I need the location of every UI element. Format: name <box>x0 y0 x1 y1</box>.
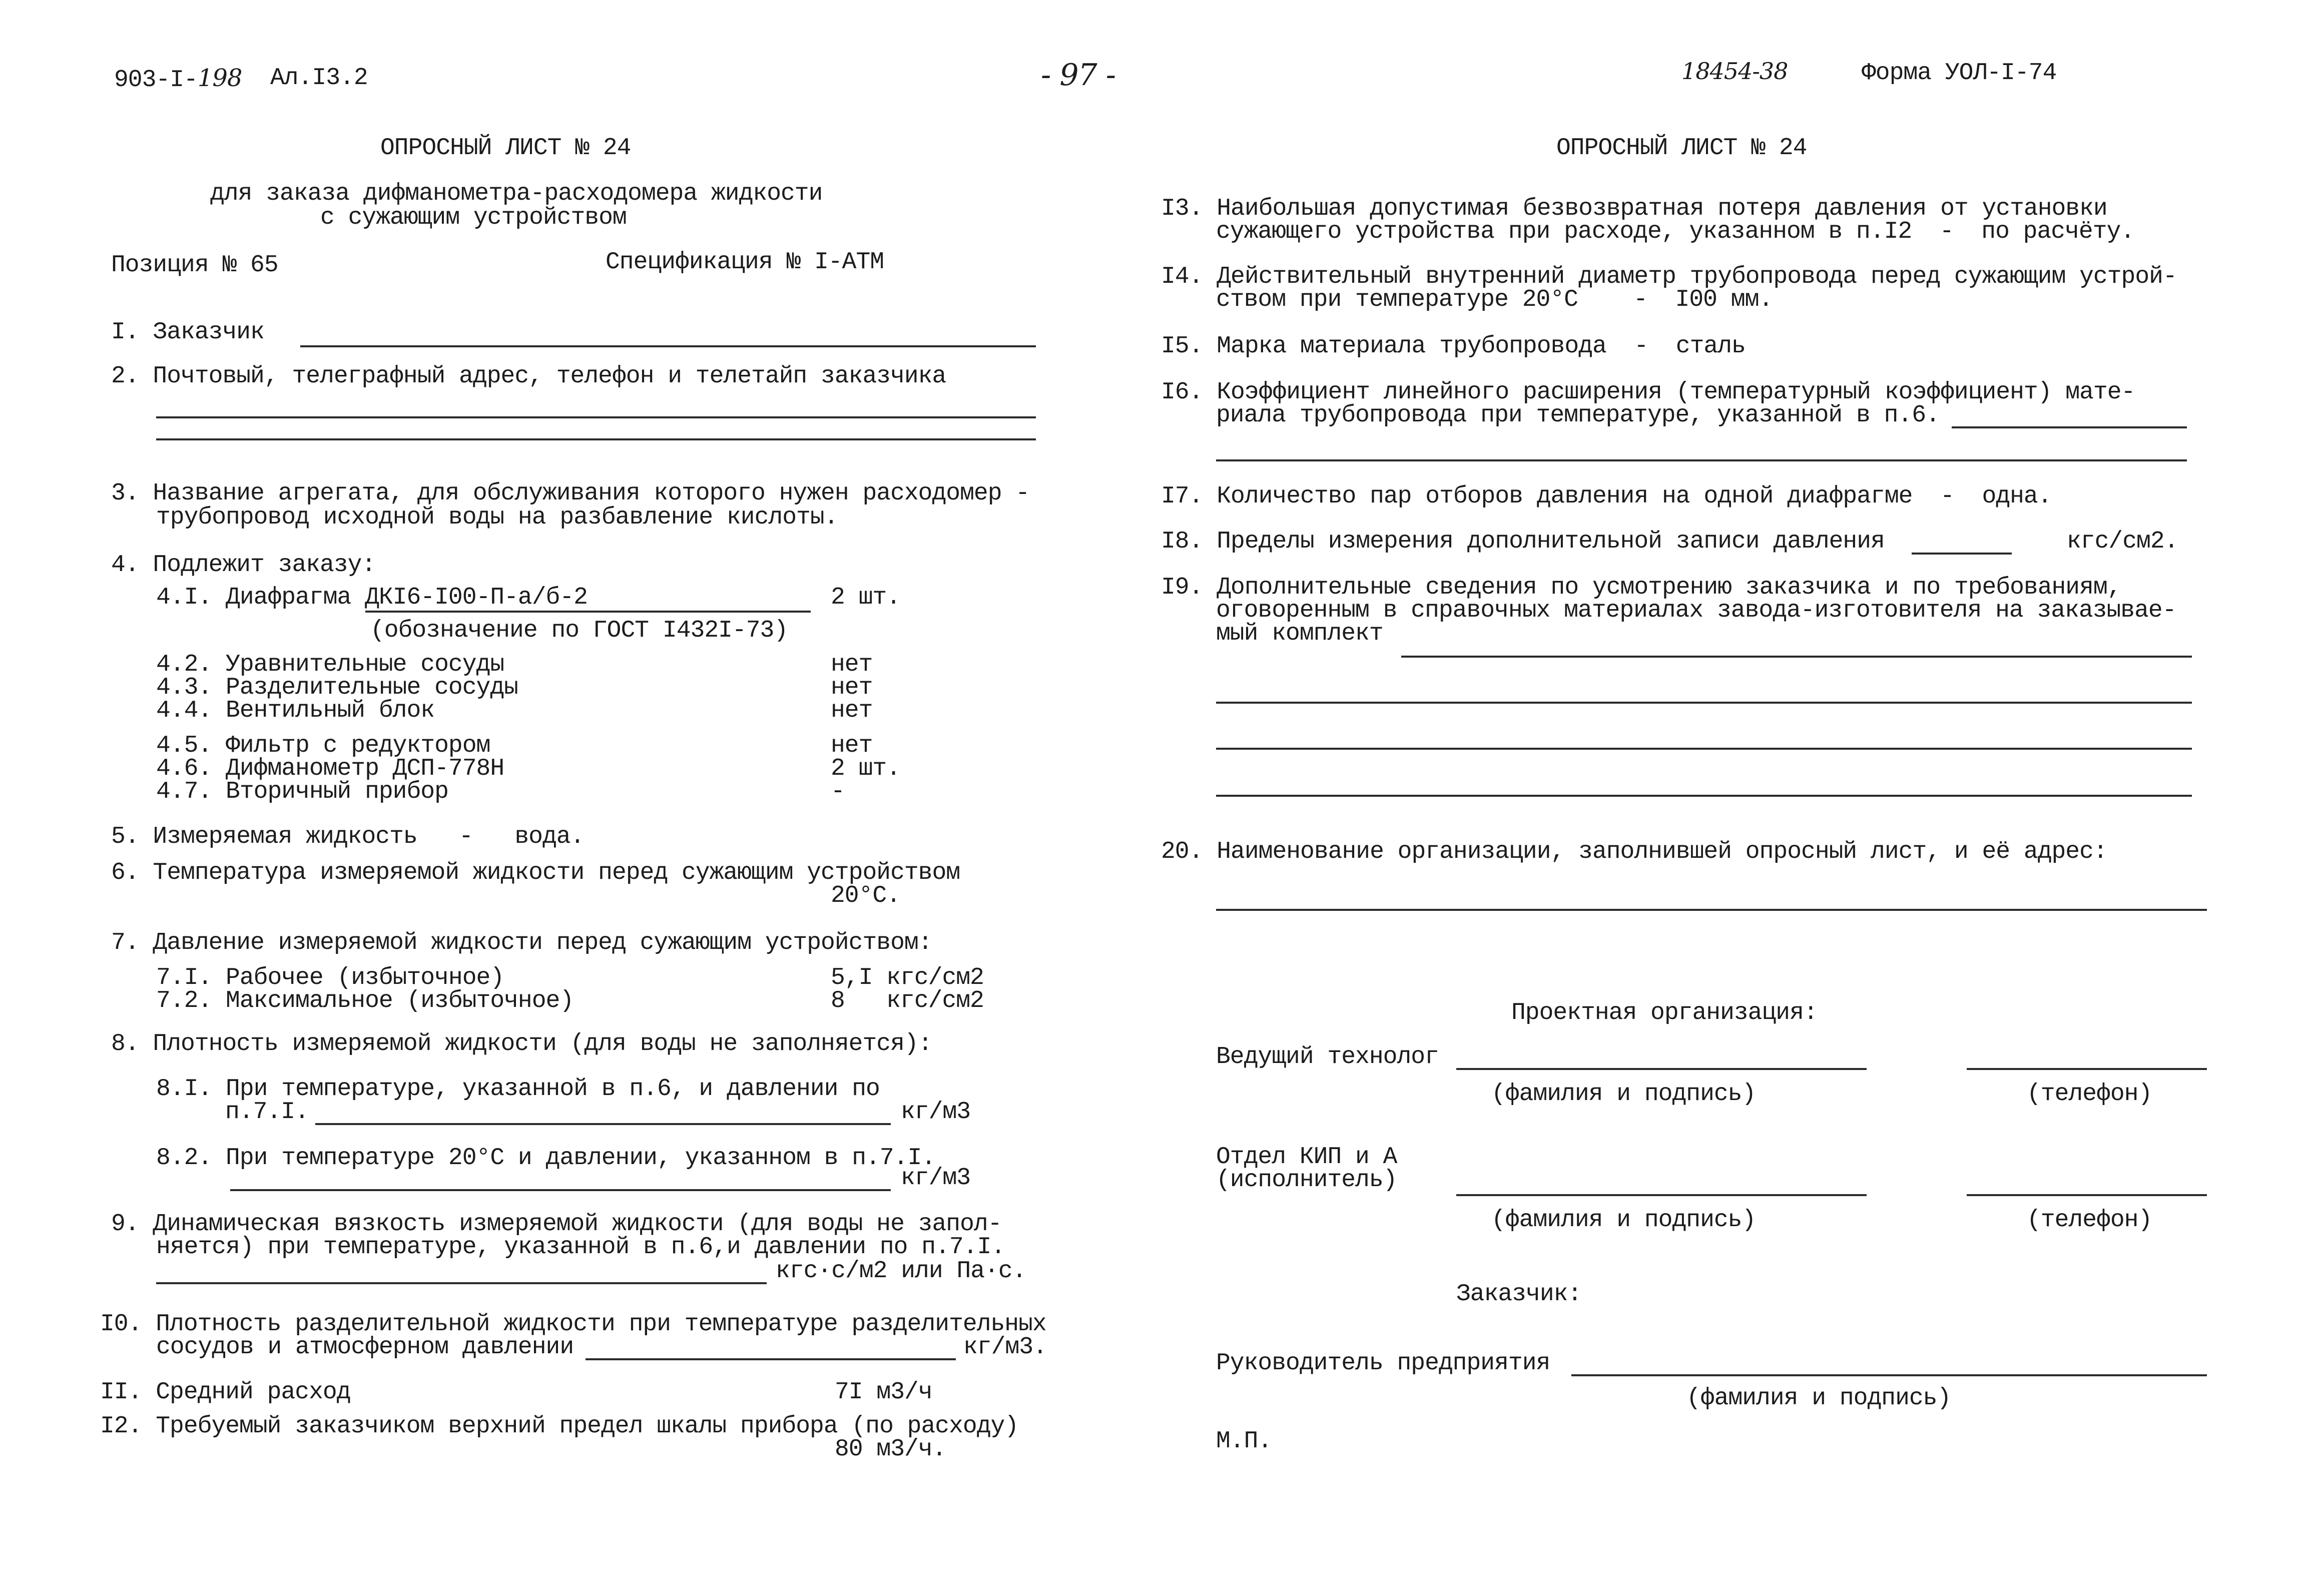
organization-field-line <box>1216 909 2207 911</box>
item-9-unit: кгс·с/м2 или Па·с. <box>776 1258 1026 1285</box>
item-4-2-label: 4.2. Уравнительные сосуды <box>156 651 504 678</box>
right-title: ОПРОСНЫЙ ЛИСТ № 24 <box>1556 135 1807 162</box>
expansion-field-line-2 <box>1216 459 2187 461</box>
item-16-expansion-line-1: I6. Коэффициент линейного расширения (температурный коэффициент) мате- <box>1161 379 2135 406</box>
item-4-1-value: 2 шт. <box>831 584 901 611</box>
doc-code-handwritten: 198 <box>197 64 242 92</box>
item-8-1-unit: кг/м3 <box>901 1099 971 1126</box>
separating-liquid-field-line <box>586 1358 956 1360</box>
density-8-1-field-line <box>315 1123 891 1125</box>
item-1-customer: I. Заказчик <box>111 319 264 346</box>
item-4-6-label: 4.6. Дифманометр ДСП-778Н <box>156 755 504 782</box>
density-8-2-field-line <box>230 1189 891 1191</box>
additional-field-line-4 <box>1216 795 2192 797</box>
phone-caption-2: (телефон) <box>2027 1207 2152 1234</box>
director-label: Руководитель предприятия <box>1216 1350 1550 1377</box>
left-subtitle-2: с сужающим устройством <box>320 204 627 231</box>
item-4-7-label: 4.7. Вторичный прибор <box>156 778 448 805</box>
address-field-line-2 <box>156 438 1036 440</box>
item-4-2-value: нет <box>831 651 873 678</box>
item-4-1-label: 4.I. Диафрагма ДКI6-I00-П-а/б-2 <box>156 584 588 611</box>
item-4-5-label: 4.5. Фильтр с редуктором <box>156 732 490 759</box>
item-4-order: 4. Подлежит заказу: <box>111 552 376 579</box>
item-4-5-value: нет <box>831 732 873 759</box>
form-code: Форма УОЛ-I-74 <box>1862 60 2057 87</box>
signature-caption-3: (фамилия и подпись) <box>1686 1385 1951 1412</box>
lead-technologist-label: Ведущий технолог <box>1216 1043 1439 1071</box>
additional-field-line-1 <box>1401 656 2192 658</box>
left-subtitle-1: для заказа дифманометра-расходомера жидкости <box>210 180 823 207</box>
item-14-diameter-line-1: I4. Действительный внутренний диаметр трубопровода перед сужающим устрой- <box>1161 263 2177 290</box>
lead-technologist-phone-line <box>1967 1068 2207 1070</box>
item-18-unit: кгс/см2. <box>2067 528 2178 555</box>
director-signature-line <box>1571 1374 2207 1376</box>
lead-technologist-signature-line <box>1456 1068 1867 1070</box>
item-3-unit-value: трубопровод исходной воды на разбавление кислоты. <box>156 504 838 531</box>
item-19-additional-line-3: мый комплект <box>1216 620 1383 647</box>
item-11-value: 7I м3/ч <box>835 1379 932 1406</box>
additional-field-line-2 <box>1216 702 2192 704</box>
item-10-line-2: сосудов и атмосферном давлении <box>156 1334 574 1361</box>
item-2-address: 2. Почтовый, телеграфный адрес, телефон и телетайп заказчика <box>111 363 946 390</box>
item-8-density: 8. Плотность измеряемой жидкости (для воды не заполняется): <box>111 1030 932 1057</box>
item-15-material: I5. Марка материала трубопровода - сталь <box>1161 333 1746 360</box>
item-7-1-label: 7.I. Рабочее (избыточное) <box>156 964 504 991</box>
item-6-temperature: 6. Температура измеряемой жидкости перед сужающим устройством <box>111 859 960 886</box>
position-number: Позиция № 65 <box>111 252 278 279</box>
item-8-2-label: 8.2. При температуре 20°С и давлении, указанном в п.7.I. <box>156 1145 936 1172</box>
item-4-4-value: нет <box>831 697 873 724</box>
item-4-6-value: 2 шт. <box>831 755 901 782</box>
item-7-pressure: 7. Давление измеряемой жидкости перед сужающим устройством: <box>111 929 932 956</box>
item-10-unit: кг/м3. <box>963 1334 1047 1361</box>
item-3-unit: 3. Название агрегата, для обслуживания которого нужен расходомер - <box>111 480 1030 507</box>
doc-code: 903-I-198 <box>114 64 242 94</box>
item-16-expansion-line-2: риала трубопровода при температуре, указанной в п.6. <box>1216 402 1940 429</box>
item-4-7-value: - <box>831 778 845 805</box>
customer-heading: Заказчик: <box>1456 1281 1582 1308</box>
item-19-additional-line-1: I9. Дополнительные сведения по усмотрению заказчика и по требованиям, <box>1161 574 2121 601</box>
design-organization-heading: Проектная организация: <box>1511 999 1818 1026</box>
item-9-viscosity-line-2: няется) при температуре, указанной в п.6,и давлении по п.7.I. <box>156 1234 1005 1261</box>
item-11-average-flow: II. Средний расход <box>100 1379 351 1406</box>
kip-phone-line <box>1967 1194 2207 1196</box>
signature-caption-1: (фамилия и подпись) <box>1491 1081 1756 1108</box>
expansion-field-line-1 <box>1952 426 2187 428</box>
item-8-2-unit: кг/м3 <box>901 1165 971 1192</box>
album-number: Ал.I3.2 <box>270 65 368 92</box>
address-field-line-1 <box>156 416 1036 418</box>
item-9-viscosity-line-1: 9. Динамическая вязкость измеряемой жидкости (для воды не запол- <box>111 1211 1002 1238</box>
specification-number: Спецификация № I-АТМ <box>606 249 884 276</box>
item-4-1-note: (обозначение по ГОСТ I432I-73) <box>370 617 788 644</box>
kip-executor-label: (исполнитель) <box>1216 1167 1397 1194</box>
item-13-pressure-loss-line-2: сужающего устройства при расходе, указанном в п.I2 - по расчёту. <box>1216 218 2135 245</box>
customer-field-line <box>300 345 1036 347</box>
item-7-1-value: 5,I кгс/см2 <box>831 964 984 991</box>
item-5-liquid: 5. Измеряемая жидкость - вода. <box>111 823 585 850</box>
kip-department-label: Отдел КИП и А <box>1216 1144 1397 1171</box>
diaphragm-field-line <box>365 611 811 613</box>
item-7-2-label: 7.2. Максимальное (избыточное) <box>156 987 574 1014</box>
item-4-3-value: нет <box>831 674 873 701</box>
left-title: ОПРОСНЫЙ ЛИСТ № 24 <box>380 135 631 162</box>
item-17-taps: I7. Количество пар отборов давления на одной диафрагме - одна. <box>1161 483 2052 510</box>
signature-caption-2: (фамилия и подпись) <box>1491 1207 1756 1234</box>
item-20-organization: 20. Наименование организации, заполнившей опросный лист, и её адрес: <box>1161 838 2107 865</box>
inventory-number: 18454-38 <box>1681 58 1788 85</box>
item-18-measure-limits: I8. Пределы измерения дополнительной записи давления <box>1161 528 1885 555</box>
stamp-placeholder: М.П. <box>1216 1428 1272 1455</box>
item-8-1-line-1: 8.I. При температуре, указанной в п.6, и давлении по <box>156 1076 880 1103</box>
item-10-separating-liquid: I0. Плотность разделительной жидкости при температуре разделительных <box>100 1311 1046 1338</box>
phone-caption-1: (телефон) <box>2027 1081 2152 1108</box>
item-8-1-line-2: п.7.I. <box>225 1099 309 1126</box>
item-12-value: 80 м3/ч. <box>835 1436 946 1463</box>
item-4-4-label: 4.4. Вентильный блок <box>156 697 435 724</box>
item-13-pressure-loss-line-1: I3. Наибольшая допустимая безвозвратная потеря давления от установки <box>1161 195 2107 222</box>
viscosity-field-line <box>156 1282 767 1284</box>
kip-signature-line <box>1456 1194 1867 1196</box>
item-7-2-value: 8 кгс/см2 <box>831 987 984 1014</box>
item-19-additional-line-2: оговоренным в справочных материалах завода-изготовителя на заказывае- <box>1216 597 2176 624</box>
item-12-scale-limit: I2. Требуемый заказчиком верхний предел шкалы прибора (по расходу) <box>100 1413 1019 1440</box>
page-number: - 97 - <box>1041 58 1116 93</box>
measure-limits-field-line <box>1912 553 2012 555</box>
item-6-temperature-value: 20°С. <box>831 882 901 909</box>
additional-field-line-3 <box>1216 748 2192 750</box>
item-14-diameter-line-2: ством при температуре 20°С - I00 мм. <box>1216 286 1773 313</box>
item-4-3-label: 4.3. Разделительные сосуды <box>156 674 518 701</box>
